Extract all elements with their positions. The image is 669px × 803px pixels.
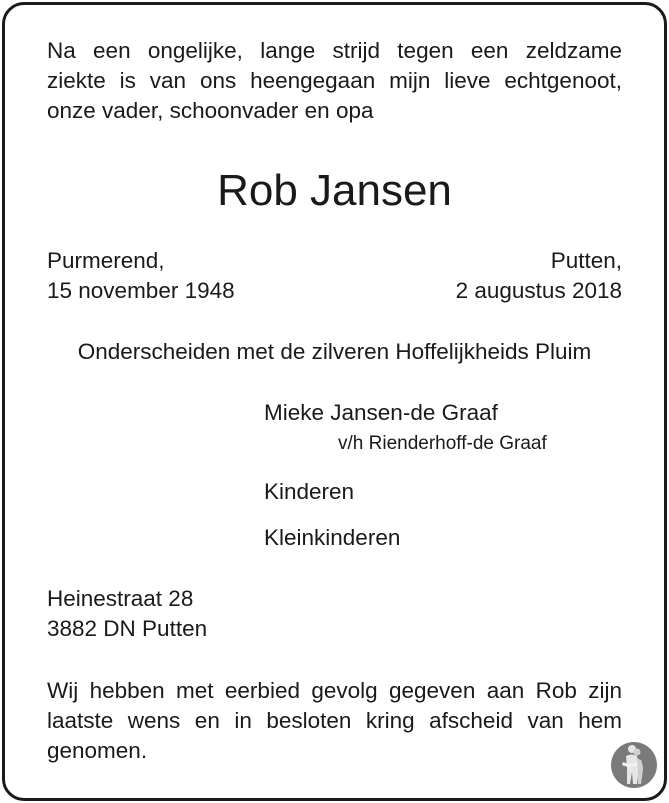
intro-text: [47, 36, 622, 126]
intro-line: onze vader, schoonvader en opa: [47, 98, 374, 123]
deceased-name: Rob Jansen: [217, 166, 452, 215]
death-place: Putten,: [550, 248, 622, 273]
birth-date: 15 november 1948: [47, 278, 235, 303]
address-street: Heinestraat 28: [47, 586, 194, 611]
closing-line: Wij hebben met eerbied gevolg gegeven aan Rob zijn: [47, 678, 622, 703]
honor-text: Onderscheiden met de zilveren Hoffelijkheids Pluim: [77, 339, 592, 364]
children-label: Kinderen: [264, 479, 355, 504]
spouse-former-name: v/h Rienderhoff-de Graaf: [338, 433, 547, 454]
embracing-figures-icon: [611, 742, 657, 788]
spouse-name: Mieke Jansen-de Graaf: [264, 400, 498, 425]
closing-line: genomen.: [47, 738, 148, 763]
closing-line: laatste wens en in besloten kring afscheid van hem: [47, 708, 622, 733]
intro-line: ziekte is van ons heengegaan mijn lieve echtgenoot,: [47, 68, 622, 93]
death-date: 2 augustus 2018: [455, 278, 622, 303]
address-city: 3882 DN Putten: [47, 616, 208, 641]
closing-text: [47, 676, 622, 766]
grandchildren-label: Kleinkinderen: [264, 525, 401, 550]
intro-line: Na een ongelijke, lange strijd tegen een zeldzame: [47, 38, 622, 63]
birth-place: Purmerend,: [47, 248, 165, 273]
